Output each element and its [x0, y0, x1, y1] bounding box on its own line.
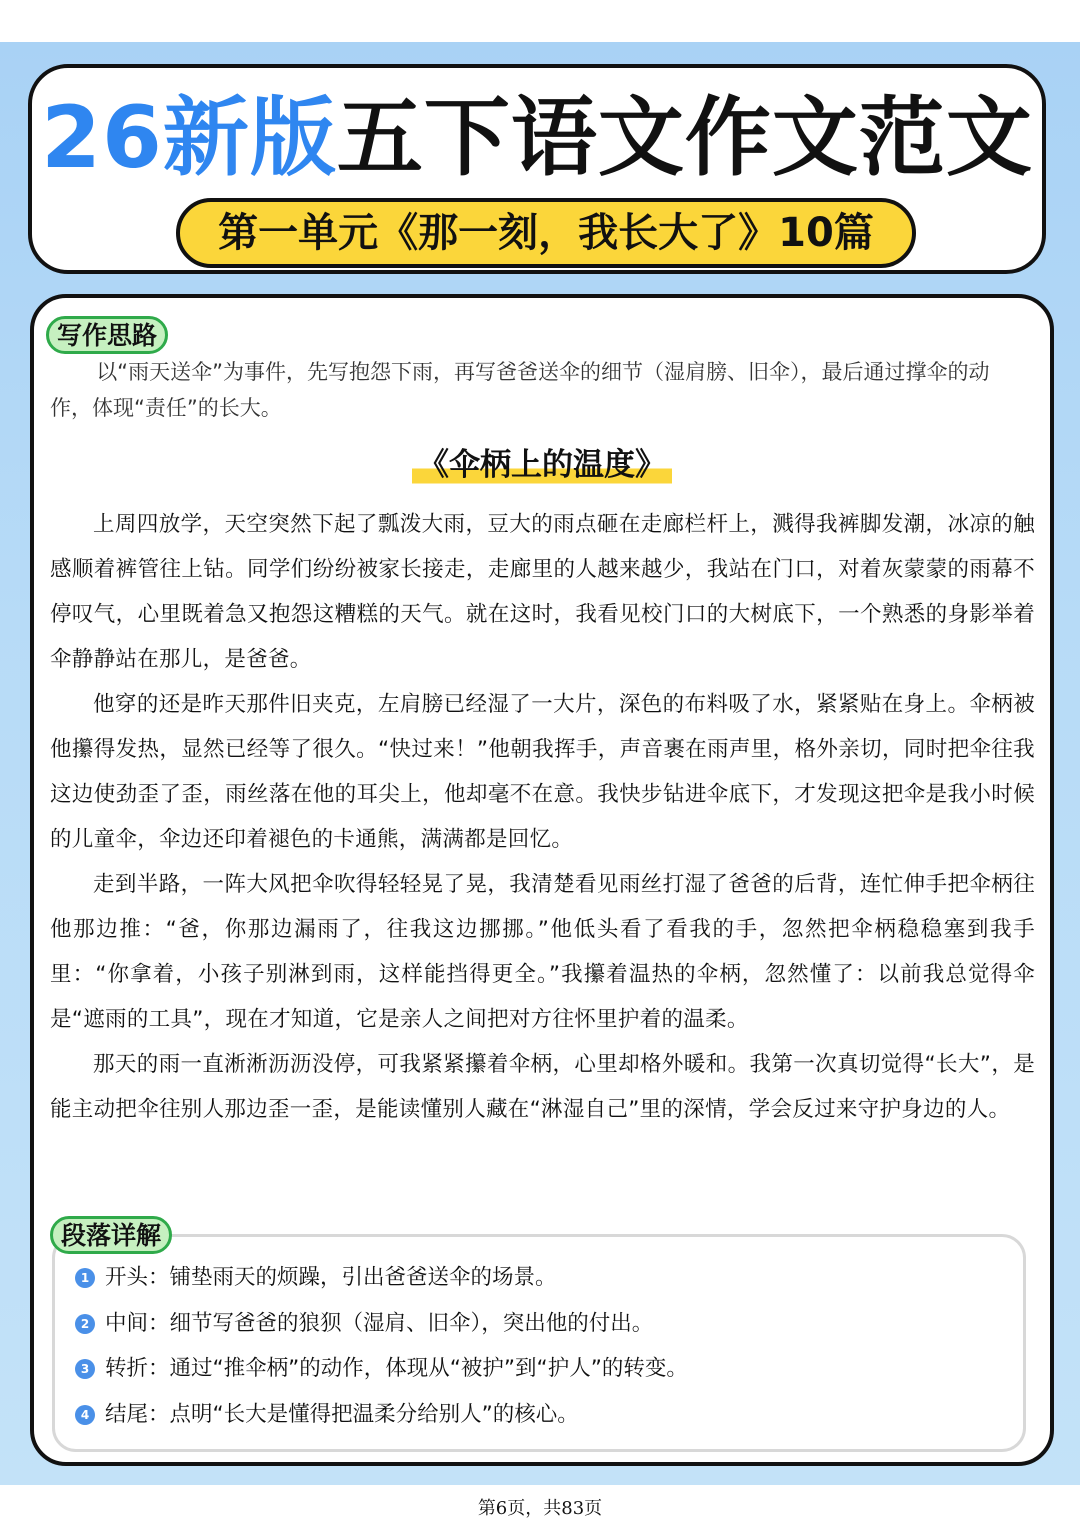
number-badge-icon: 3 [75, 1359, 95, 1379]
list-item [75, 1392, 688, 1438]
list-item-text: 开头：铺垫雨天的烦躁，引出爸爸送伞的场景。 [105, 1265, 557, 1290]
essay-paragraph: 他穿的还是昨天那件旧夹克，左肩膀已经湿了一大片，深色的布料吸了水，紧紧贴在身上。伞柄被他攥得发热，显然已经等了很久。“快过来！”他朝我挥手，声音裹在雨声里，格外亲切，同时把伞往我这边使劲歪了歪，雨丝落在他的耳尖上，他却毫不在意。我快步钻进伞底下，才发现这把伞是我小时候的儿童伞，伞边还印着褪色的卡通熊，满满都是回忆。 [50, 692, 1035, 852]
paragraph-detail-tag: 段落详解 [50, 1216, 172, 1254]
page-title [32, 90, 1042, 186]
writing-idea-tag: 写作思路 [46, 316, 168, 354]
list-item-text: 结尾：点明“长大是懂得把温柔分给别人”的核心。 [105, 1401, 579, 1427]
title-accent: 26新版 [41, 88, 337, 188]
title-main: 五下语文作文范文 [336, 88, 1033, 188]
essay-title-wrap [34, 444, 1050, 486]
content-card [30, 294, 1054, 1466]
number-badge-icon: 1 [75, 1268, 95, 1288]
list-item [75, 1346, 688, 1392]
number-badge-icon: 2 [75, 1314, 95, 1334]
list-item-text: 中间：细节写爸爸的狼狈（湿肩、旧伞），突出他的付出。 [105, 1310, 654, 1336]
number-badge-icon: 4 [75, 1405, 95, 1425]
poster [0, 42, 1080, 1485]
essay-paragraph: 走到半路，一阵大风把伞吹得轻轻晃了晃，我清楚看见雨丝打湿了爸爸的后背，连忙伸手把伞柄往他那边推：“爸，你那边漏雨了，往我这边挪挪。”他低头看了看我的手，忽然把伞柄稳稳塞到我手里：“你拿着，小孩子别淋到雨，这样能挡得更全。”我攥着温热的伞柄，忽然懂了：以前我总觉得伞是“遮雨的工具”，现在才知道，它是亲人之间把对方往怀里护着的温柔。 [50, 872, 1035, 1032]
essay-paragraph: 那天的雨一直淅淅沥沥没停，可我紧紧攥着伞柄，心里却格外暖和。我第一次真切觉得“长大”，是能主动把伞往别人那边歪一歪，是能读懂别人藏在“淋湿自己”里的深情，学会反过来守护身边的人。 [50, 1052, 1035, 1122]
writing-idea-text: 以“雨天送伞”为事件，先写抱怨下雨，再写爸爸送伞的细节（湿肩膀、旧伞），最后通过撑伞的动作，体现“责任”的长大。 [50, 360, 990, 420]
list-item-text: 转折：通过“推伞柄”的动作，体现从“被护”到“护人”的转变。 [105, 1356, 688, 1381]
page-indicator: 第6页，共83页 [477, 1498, 603, 1519]
header-card [28, 64, 1046, 274]
list-item [75, 1301, 688, 1347]
paragraph-detail-list [75, 1255, 688, 1437]
essay-title: 《伞柄上的温度》 [412, 444, 672, 486]
essay-paragraph: 上周四放学，天空突然下起了瓢泼大雨，豆大的雨点砸在走廊栏杆上，溅得我裤脚发潮，冰凉的触感顺着裤管往上钻。同学们纷纷被家长接走，走廊里的人越来越少，我站在门口，对着灰蒙蒙的雨幕不停叹气，心里既着急又抱怨这糟糕的天气。就在这时，我看见校门口的大树底下，一个熟悉的身影举着伞静静站在那儿，是爸爸。 [50, 512, 1035, 672]
essay-body [50, 502, 1035, 1132]
list-item [75, 1255, 688, 1301]
paragraph-detail-box [52, 1234, 1026, 1452]
subtitle-pill: 第一单元《那一刻，我长大了》10篇 [176, 198, 916, 268]
